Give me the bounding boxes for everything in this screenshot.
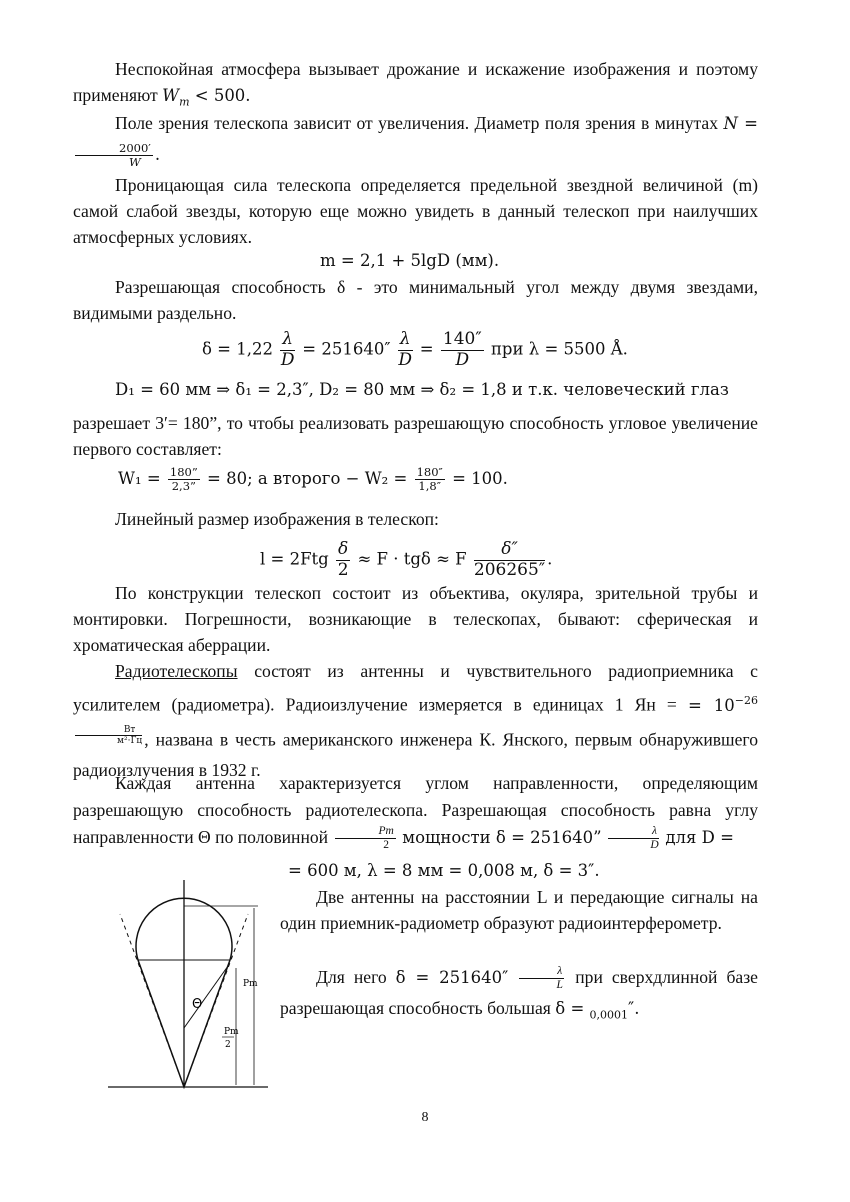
- paragraph-radiotelescopes: Радиотелескопы состоят из антенны и чувствительного радиоприемника с усилителем (радиометра). Радиоизлучение измеряется в единицах 1 Ян = = $10^{-26 \frac{Вт}{\text{м²·Гц}}}$ , названа в честь американского инженера К. Янского, первым обнаружившего радиоизлучения в 1932 г.: [73, 661, 758, 780]
- equation-magnitude: m = 2,1 + 5lgD (мм).: [320, 251, 500, 270]
- paragraph-interferometer: Две антенны на расстоянии L и передающие сигналы на один приемник-радиометр образуют радиоинтерферометр.: [280, 887, 758, 933]
- paragraph-resolving-power: Разрешающая способность δ - это минимальный угол между двумя звездами, видимыми раздельно.: [73, 277, 758, 323]
- paragraph-long-baseline: Для него δ = 251640″ $\frac{\lambda}{L}$ при сверхдлинной базе разрешающая способность большая δ = $_{0,0001}$″.: [280, 965, 758, 1022]
- equation-resolution: δ = 1,22 $\frac{\lambda}{D}$ = 251640″ $\frac{\lambda}{D}$ = $\frac{140''}{D}$ при λ = 5500 Å.: [202, 329, 628, 370]
- pm2-label-den: 2: [225, 1040, 231, 1050]
- pm-label: Pm: [243, 979, 258, 989]
- paragraph-field-of-view: Поле зрения телескопа зависит от увеличения. Диаметр поля зрения в минутах N = $\frac{2000'}{W}$ .: [73, 108, 758, 170]
- equation-magnification: W₁ = $\frac{180”}{2,3”}$ = 80; а второго − W₂ = $\frac{180''}{1,8''}$ = 100.: [118, 465, 508, 494]
- paragraph-atmosphere: Неспокойная атмосфера вызывает дрожание и искажение изображения и поэтому применяют $W_m < 500$.: [73, 59, 758, 109]
- formula-field-of-view: N = $\frac{2000'}{W}$ .: [73, 114, 758, 164]
- equation-antenna-values: = 600 м, λ = 8 мм = 0,008 м, δ = 3″.: [288, 861, 600, 880]
- paragraph-eye-resolution: разрешает 3′= 180”, то чтобы реализовать разрешающую способность угловое увеличение первого составляет:: [73, 413, 758, 459]
- pm2-label-num: Pm: [224, 1027, 239, 1037]
- equation-linear-size: l = 2Ftg $\frac{\delta}{2}$ ≈ F · tgδ ≈ F $\frac{\delta''}{206265''}$ .: [260, 539, 553, 580]
- antenna-diagram: [108, 880, 268, 1092]
- paragraph-linear-size: Линейный размер изображения в телескоп:: [115, 509, 439, 529]
- radiotelescopes-term: Радиотелескопы: [115, 661, 238, 681]
- paragraph-construction: По конструкции телескоп состоит из объектива, окуляра, зрительной трубы и монтировки. Погрешности, возникающие в телескопах, бывают: сферическая и хроматическая аберрации.: [73, 583, 758, 655]
- paragraph-d1-d2: D₁ = 60 мм ⇒ δ₁ = 2,3″, D₂ = 80 мм ⇒ δ₂ = 1,8 и т.к. человеческий глаз: [115, 380, 729, 399]
- paragraph-antenna: Каждая антенна характеризуется углом направленности, определяющим разрешающую способность радиотелескопа. Разрешающая способность равна углу направленности Θ по половинной $\frac{Pm}{2}$ мощности δ = 251640” $\frac{\lambda}{D}$ для D =: [73, 773, 758, 852]
- paragraph-penetrating-power: Проницающая сила телескопа определяется предельной звездной величиной (m) самой слабой звезды, которую еще можно увидеть в данный телескоп при наилучших атмосферных условиях.: [73, 175, 758, 247]
- page-number: 8: [421, 1110, 429, 1125]
- pm2-arrow: [184, 966, 228, 1028]
- theta-label: Θ: [192, 997, 203, 1012]
